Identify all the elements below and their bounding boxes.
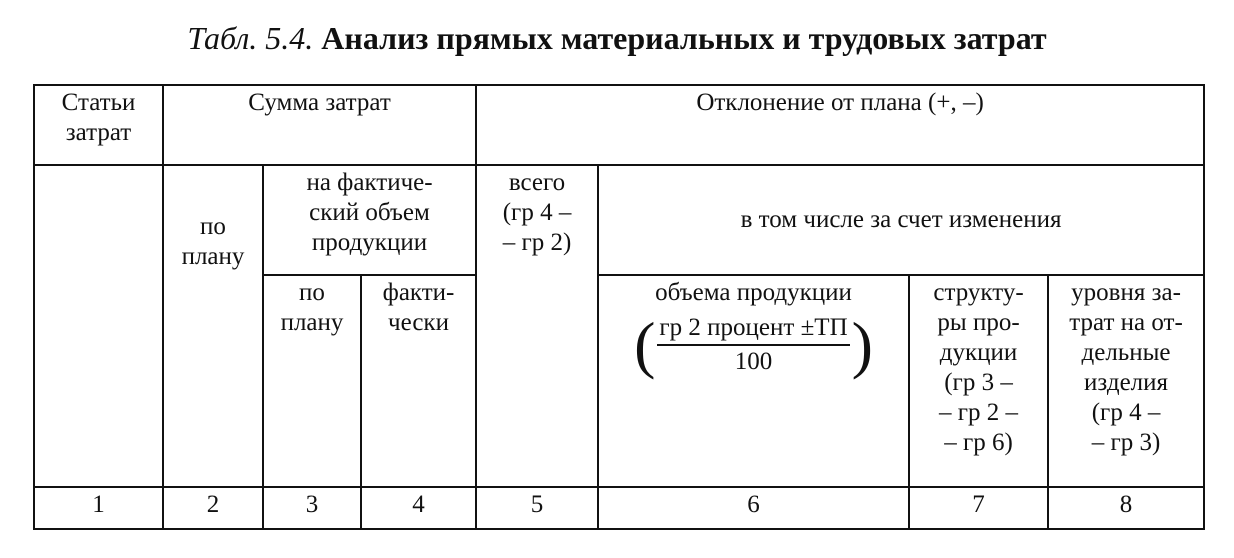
header-structure-change: структу- ры про- дукции (гр 3 – – гр 2 – – гр 6) — [909, 275, 1048, 487]
header-actual-volume: на фактиче- ский объем продукции — [263, 165, 476, 275]
column-number-row — [34, 487, 1204, 529]
col-number-1: 1 — [34, 487, 163, 529]
header-cost-items-body — [34, 165, 163, 487]
header-deviation: Отклонение от плана (+, –) — [476, 85, 1204, 165]
table-caption — [0, 18, 1234, 58]
col-number-5: 5 — [476, 487, 598, 529]
fraction-denominator: 100 — [734, 348, 773, 375]
header-row-2 — [34, 165, 1204, 275]
right-paren: ) — [851, 309, 873, 380]
col-number-7: 7 — [909, 487, 1048, 529]
header-cost-sum: Сумма затрат — [163, 85, 476, 165]
table-title: Анализ прямых материальных и трудовых затрат — [321, 20, 1047, 56]
table-number: Табл. 5.4. — [187, 20, 314, 56]
header-row-1 — [34, 85, 1204, 165]
header-volume-change — [598, 275, 909, 487]
col-number-6: 6 — [598, 487, 909, 529]
col-number-8: 8 — [1048, 487, 1204, 529]
volume-label: объема продукции — [655, 279, 852, 306]
fraction-numerator: гр 2 процент ±ТП — [657, 312, 849, 346]
volume-fraction — [655, 312, 851, 378]
header-cost-level-change: уровня за- трат на от- дельные изделия (гр 4 – – гр 3) — [1048, 275, 1204, 487]
col-number-3: 3 — [263, 487, 361, 529]
cost-analysis-table — [33, 84, 1205, 530]
header-sub-actual: факти- чески — [361, 275, 476, 487]
volume-formula — [603, 310, 904, 380]
header-by-plan: по плану — [163, 165, 263, 487]
col-number-4: 4 — [361, 487, 476, 529]
header-including-changes: в том числе за счет изменения — [598, 165, 1204, 275]
header-total-deviation: всего (гр 4 – – гр 2) — [476, 165, 598, 487]
header-cost-items: Статьи затрат — [34, 85, 163, 165]
col-number-2: 2 — [163, 487, 263, 529]
left-paren: ( — [634, 309, 656, 380]
header-sub-by-plan: по плану — [263, 275, 361, 487]
